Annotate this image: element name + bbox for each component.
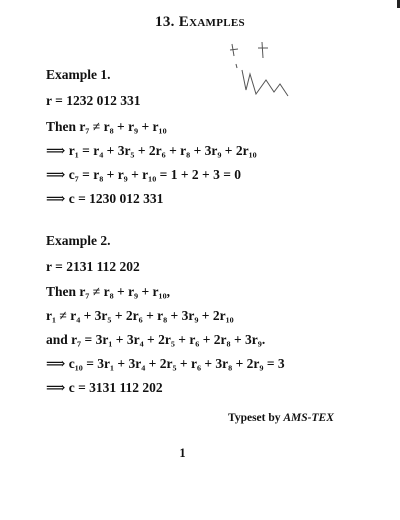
typeset-system: AMS-TEX xyxy=(283,412,334,424)
section-name: Examples xyxy=(178,14,245,30)
section-title xyxy=(0,14,400,31)
page-number: 1 xyxy=(179,446,186,460)
example-1-line: ⟹ c₇ = r₈ + r₉ + r₁₀ = 1 + 2 + 3 = 0 xyxy=(46,167,242,182)
example-2-heading: Example 2. xyxy=(46,233,111,248)
example-2-line: Then r₇ ≠ r₈ + r₉ + r₁₀, xyxy=(46,284,171,299)
example-1-line: ⟹ c = 1230 012 331 xyxy=(46,191,164,206)
example-1-line: r = 1232 012 331 xyxy=(46,93,141,108)
example-1-line: Then r₇ ≠ r₈ + r₉ + r₁₀ xyxy=(46,119,167,134)
typeset-credit xyxy=(228,412,334,424)
example-2-line: ⟹ c₁₀ = 3r₁ + 3r₄ + 2r₅ + r₆ + 3r₈ + 2r₉ = 3 xyxy=(46,356,285,371)
example-2-line: ⟹ c = 3131 112 202 xyxy=(46,380,163,395)
section-number: 13. xyxy=(155,14,175,30)
example-2-line: r = 2131 112 202 xyxy=(46,259,140,274)
handwritten-scribble xyxy=(222,40,302,110)
example-2-line: and r₇ = 3r₁ + 3r₄ + 2r₅ + r₆ + 2r₈ + 3r₉. xyxy=(46,332,266,347)
example-1-line: ⟹ r₁ = r₄ + 3r₅ + 2r₆ + r₈ + 3r₉ + 2r₁₀ xyxy=(46,143,257,158)
example-1-heading: Example 1. xyxy=(46,67,111,82)
example-2-line: r₁ ≠ r₄ + 3r₅ + 2r₆ + r₈ + 3r₉ + 2r₁₀ xyxy=(46,308,234,323)
typeset-prefix: Typeset by xyxy=(228,412,281,424)
